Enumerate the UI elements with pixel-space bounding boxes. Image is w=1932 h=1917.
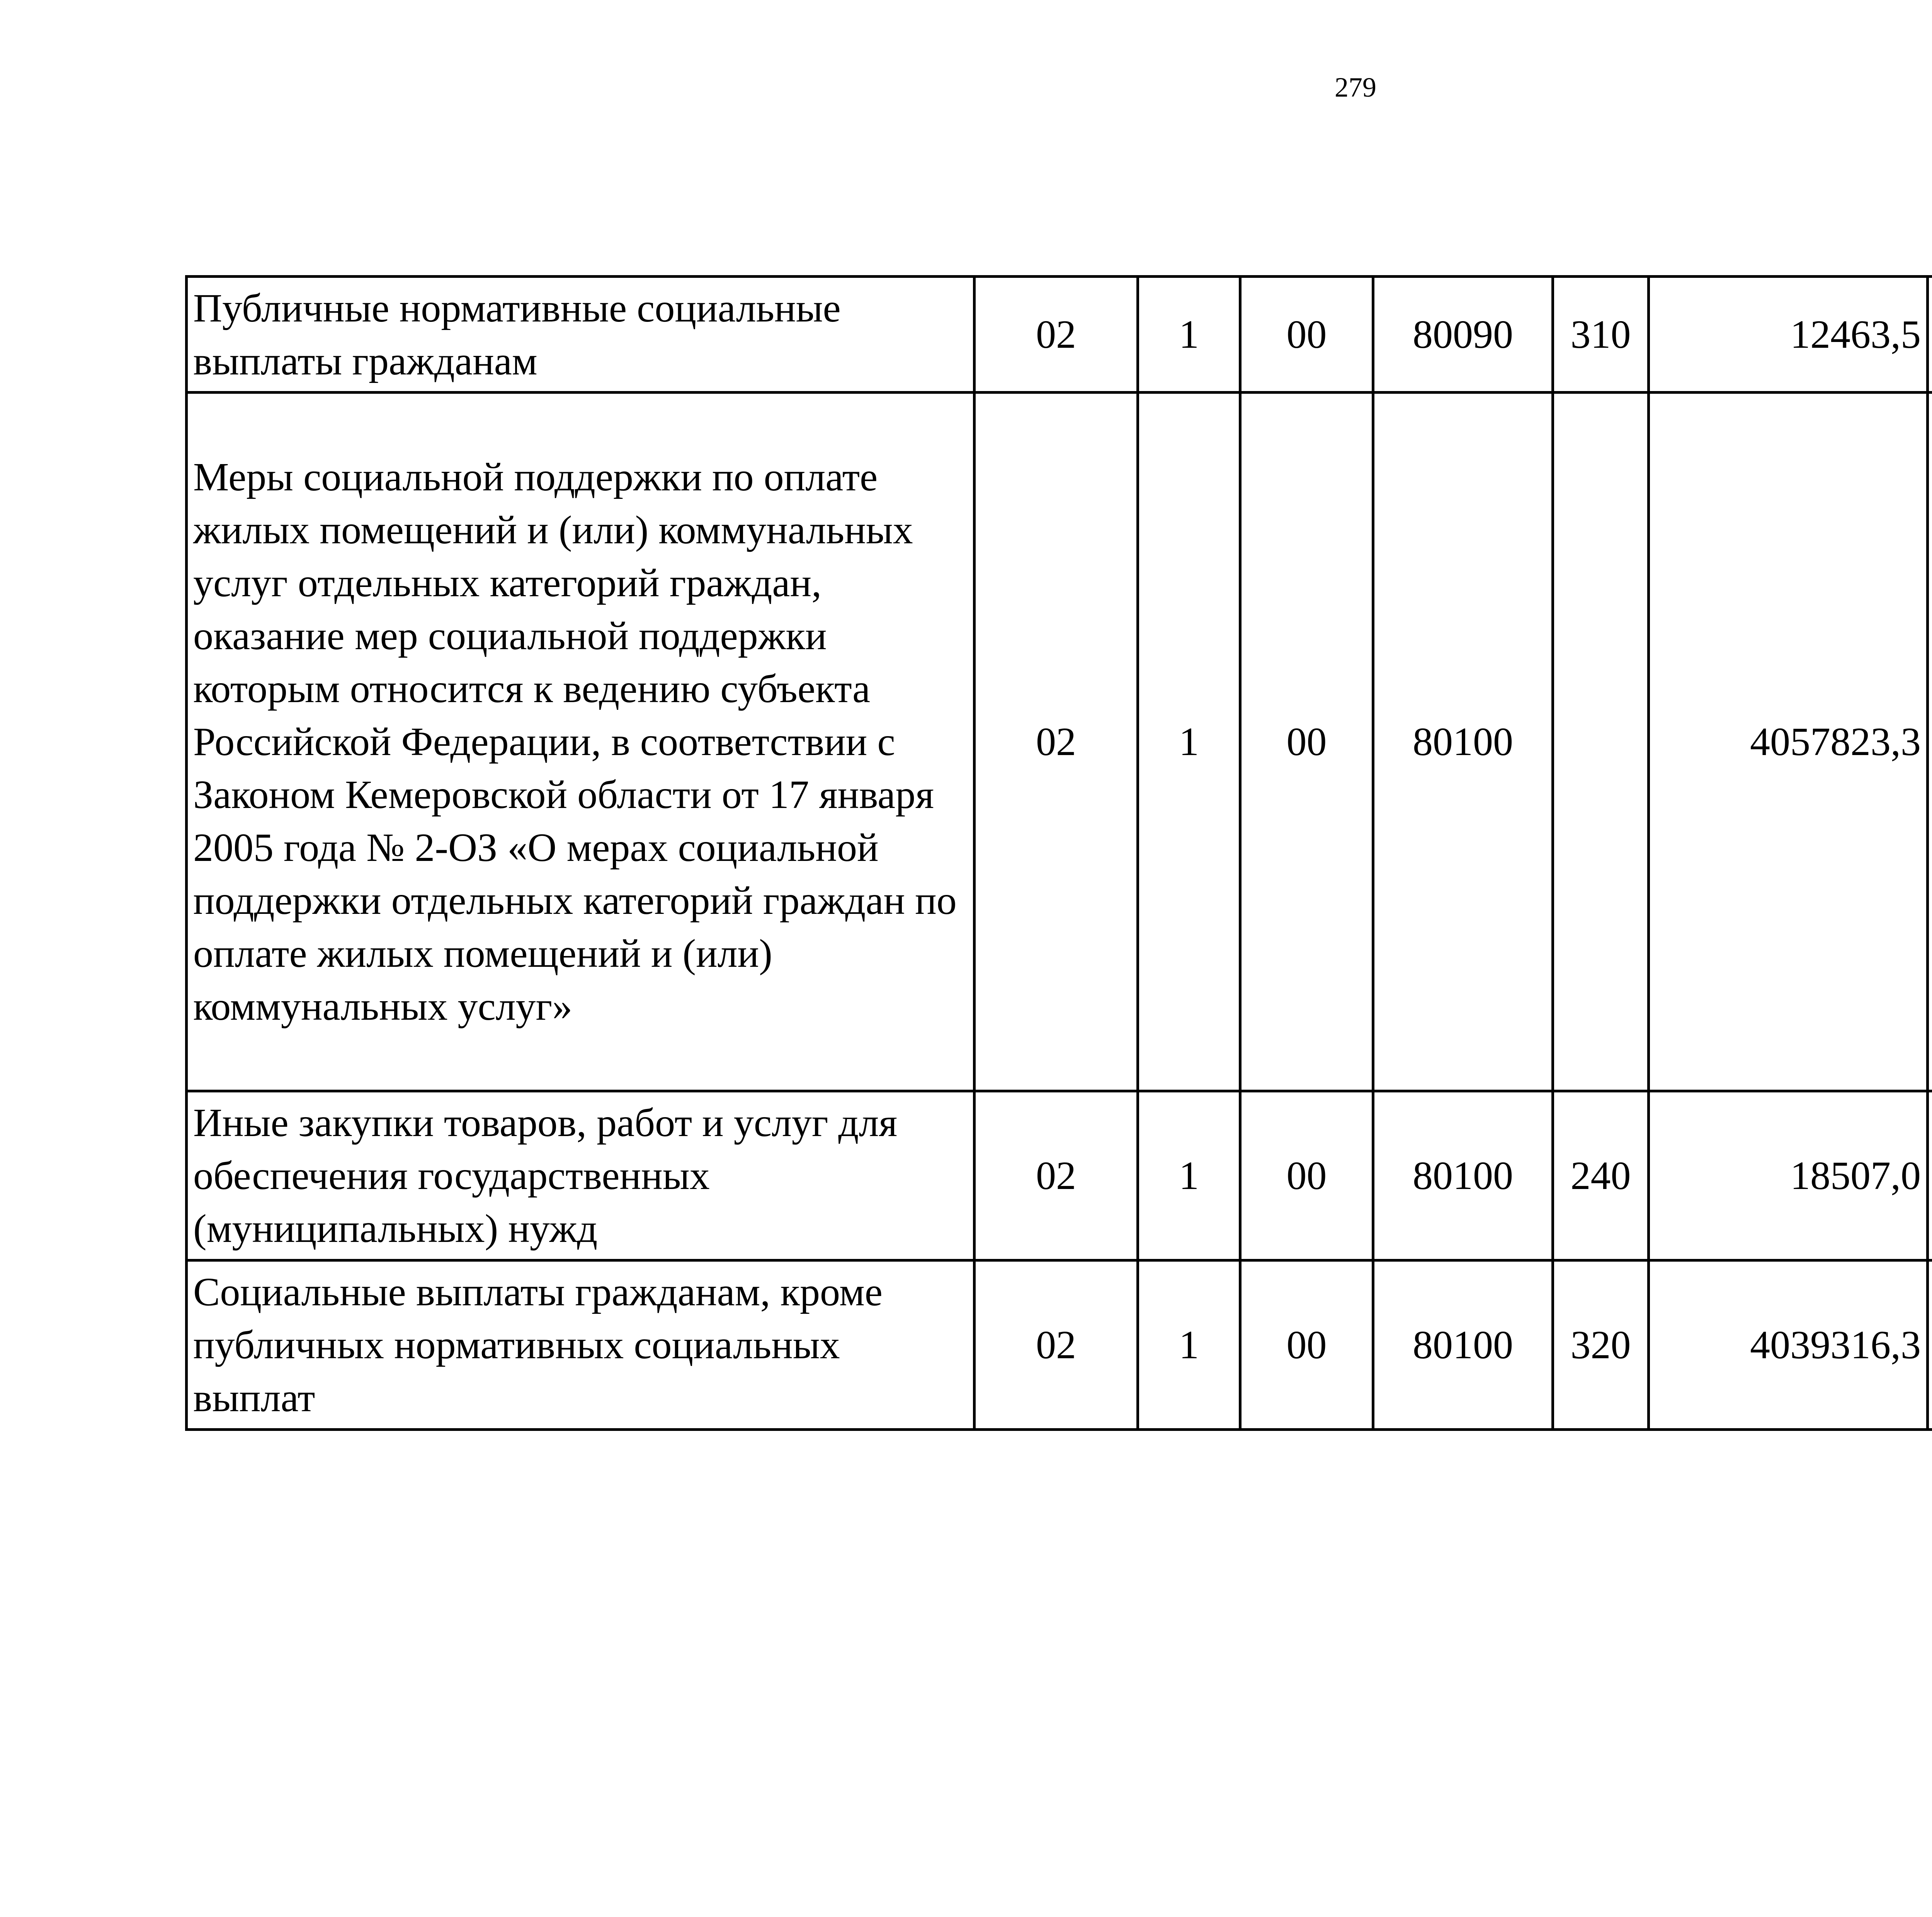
amount-year-1-cell: 12463,5 (1649, 277, 1928, 393)
subprogram-code-cell: 1 (1138, 1091, 1240, 1260)
program-code-cell: 02 (975, 1091, 1138, 1260)
table-row (187, 393, 1932, 1091)
amount-year-2-cell (1928, 1091, 1932, 1260)
amount-year-1-cell: 4057823,3 (1649, 393, 1928, 1091)
program-code-cell: 02 (975, 277, 1138, 393)
main-event-code-cell: 00 (1240, 1260, 1373, 1430)
main-event-code-cell: 00 (1240, 1091, 1373, 1260)
expense-type-cell (1553, 393, 1649, 1091)
expense-type-cell: 310 (1553, 277, 1649, 393)
page-number: 279 (1335, 72, 1376, 103)
program-code-cell: 02 (975, 1260, 1138, 1430)
expense-type-cell: 240 (1553, 1091, 1649, 1260)
program-code-cell: 02 (975, 393, 1138, 1091)
row-name-cell: Иные закупки товаров, работ и услуг для обеспечения государственных (муниципальных) нужд (187, 1091, 975, 1260)
amount-year-2-cell (1928, 277, 1932, 393)
expense-type-cell: 320 (1553, 1260, 1649, 1430)
amount-year-1-cell: 18507,0 (1649, 1091, 1928, 1260)
direction-code-cell: 80100 (1373, 1260, 1553, 1430)
amount-year-2-cell (1928, 393, 1932, 1091)
table-row (187, 277, 1932, 393)
row-name-cell: Публичные нормативные социальные выплаты гражданам (187, 277, 975, 393)
row-name-cell: Меры социальной поддержки по оплате жилых помещений и (или) коммунальных услуг отдельных категорий граждан, оказание мер социальной поддержки которым относится к ведению субъекта Российской Федерации, в соответствии с Законом Кемеровской области от 17 января 2005 года № 2-ОЗ «О мерах социальной поддержки отдельных категорий граждан по оплате жилых помещений и (или) коммунальных услуг» (187, 393, 975, 1091)
subprogram-code-cell: 1 (1138, 1260, 1240, 1430)
budget-table (185, 275, 1932, 1431)
main-event-code-cell: 00 (1240, 277, 1373, 393)
direction-code-cell: 80090 (1373, 277, 1553, 393)
main-event-code-cell: 00 (1240, 393, 1373, 1091)
direction-code-cell: 80100 (1373, 393, 1553, 1091)
subprogram-code-cell: 1 (1138, 277, 1240, 393)
subprogram-code-cell: 1 (1138, 393, 1240, 1091)
amount-year-2-cell (1928, 1260, 1932, 1430)
amount-year-1-cell: 4039316,3 (1649, 1260, 1928, 1430)
table-row (187, 1260, 1932, 1430)
direction-code-cell: 80100 (1373, 1091, 1553, 1260)
table-row (187, 1091, 1932, 1260)
row-name-cell: Социальные выплаты гражданам, кроме публичных нормативных социальных выплат (187, 1260, 975, 1430)
